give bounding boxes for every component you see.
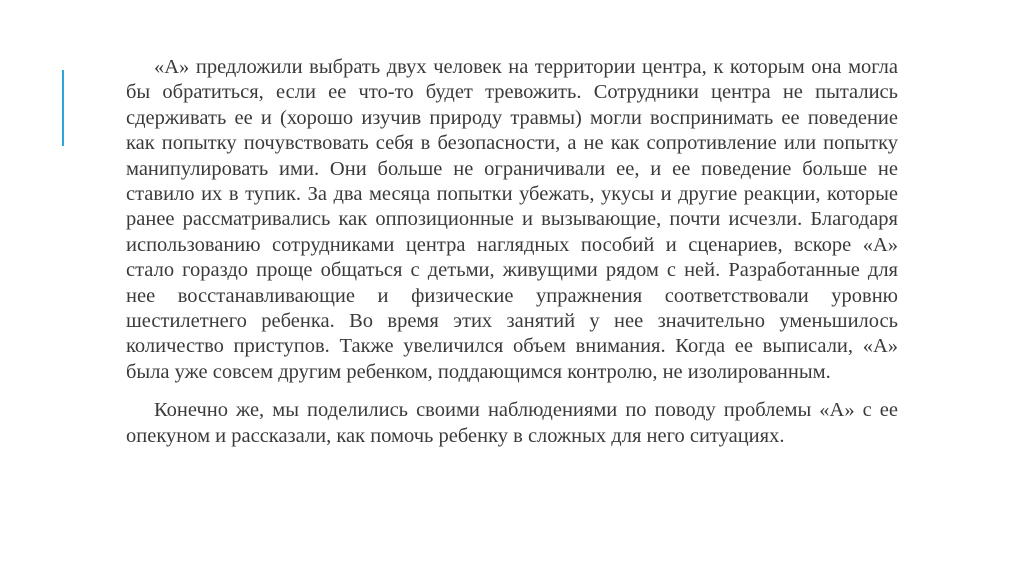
paragraph-2: Конечно же, мы поделились своими наблюдениями по поводу проблемы «А» с ее опекуном и рассказали, как помочь ребенку в сложных для него ситуациях.: [126, 399, 898, 447]
accent-bar: [62, 70, 64, 146]
paragraph-1: «А» предложили выбрать двух человек на территории центра, к которым она могла бы обратиться, если ее что-то будет тревожить. Сотрудники центра не пытались сдерживать ее и (хорошо изучив природу травмы) могли воспринимать ее поведение как попытку почувствовать себя в безопасности, а не как сопротивление или попытку манипулировать ими. Они больше не ограничивали ее, и ее поведение больше не ставило их в тупик. За два месяца попытки убежать, укусы и другие реакции, которые ранее рассматривались как оппозиционные и вызывающие, почти исчезли. Благодаря использованию сотрудниками центра наглядных пособий и сценариев, вскоре «А» стало гораздо проще общаться с детьми, живущими рядом с ней. Разработанные для нее восстанавливающие и физические упражнения соответствовали уровню шестилетнего ребенка. Во время этих занятий у нее значительно уменьшилось количество приступов. Также увеличился объем внимания. Когда ее выписали, «А» была уже совсем другим ребенком, поддающимся контролю, не изолированным.: [126, 56, 898, 383]
slide-body-text: [126, 55, 898, 449]
